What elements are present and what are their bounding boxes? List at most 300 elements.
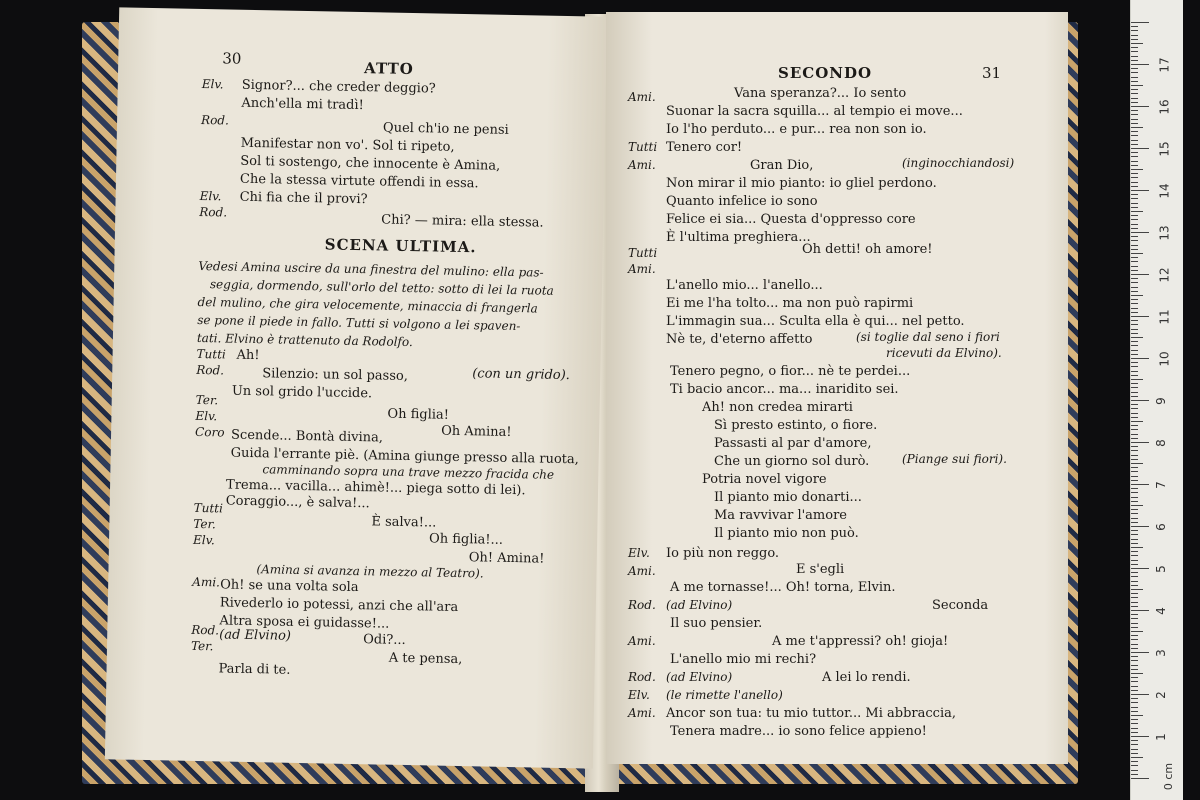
ruler-tick (1131, 715, 1143, 716)
speaker: Rod. (628, 598, 656, 612)
dialogue-line: Potria novel vigore (702, 472, 827, 487)
ruler-tick (1131, 530, 1138, 531)
ruler-tick (1131, 774, 1138, 775)
dialogue-line: Ma ravvivar l'amore (714, 508, 847, 523)
speaker: Ami. (628, 262, 656, 276)
ruler-tick (1131, 203, 1138, 204)
ruler-tick (1131, 459, 1138, 460)
dialogue-line: Coraggio..., è salva!... (225, 493, 370, 512)
running-head: ATTO (363, 59, 414, 79)
ruler-tick (1131, 135, 1138, 136)
ruler-tick (1131, 753, 1138, 754)
ruler-number: 4 (1153, 607, 1168, 615)
dialogue-line: Tenero cor! (666, 140, 743, 155)
ruler-tick (1131, 736, 1149, 737)
ruler-tick (1131, 455, 1138, 456)
ruler-tick (1131, 480, 1138, 481)
ruler-tick (1131, 144, 1138, 145)
ruler-tick (1131, 257, 1138, 258)
ruler-tick (1131, 350, 1138, 351)
dialogue-line: Ah! (236, 347, 260, 364)
speaker: Elv. (628, 546, 650, 560)
dialogue-line: Io più non reggo. (666, 546, 780, 561)
ruler-tick (1131, 593, 1138, 594)
ruler-tick (1131, 198, 1138, 199)
ruler-tick (1131, 60, 1138, 61)
ruler-tick (1131, 30, 1138, 31)
ruler-tick (1131, 719, 1138, 720)
dialogue-line: Guida l'errante piè. (Amina giunge presso alla ruota, (230, 445, 579, 468)
ruler-tick (1131, 362, 1138, 363)
ruler-tick (1131, 606, 1138, 607)
ruler-tick (1131, 392, 1138, 393)
ruler-tick (1131, 375, 1138, 376)
ruler-number: 9 (1153, 397, 1168, 405)
ruler-tick (1131, 320, 1138, 321)
ruler-tick (1131, 224, 1138, 225)
ruler-tick (1131, 564, 1138, 565)
speaker: Tutti (196, 346, 226, 362)
ruler-tick (1131, 358, 1149, 359)
page-number: 31 (982, 64, 1002, 82)
speaker: Elv. (201, 76, 224, 92)
ruler-tick (1131, 602, 1138, 603)
ruler-tick (1131, 295, 1143, 296)
dialogue-line: Seconda (932, 598, 989, 613)
ruler-tick (1131, 278, 1138, 279)
ruler-tick (1131, 429, 1138, 430)
ruler-unit: 0 cm (1162, 762, 1176, 791)
dialogue-line: Manifestar non vo'. Sol ti ripeto, (240, 135, 455, 155)
stage-direction: (inginocchiandosi) (902, 156, 1015, 170)
stage-direction: (le rimette l'anello) (666, 688, 783, 702)
ruler-number: 5 (1153, 565, 1168, 573)
dialogue-line: Anch'ella mi tradì! (241, 95, 364, 114)
dialogue-line: Nè te, d'eterno affetto (666, 332, 813, 347)
ruler-tick (1131, 22, 1149, 23)
ruler-number: 17 (1157, 57, 1172, 73)
ruler-tick (1131, 434, 1138, 435)
speaker: Ami. (192, 574, 221, 590)
stage-direction-line: Vedesi Amina uscire da una finestra del mulino: ella pas- (198, 258, 544, 280)
dialogue-line: Oh figlia! (387, 406, 450, 423)
ruler-tick (1131, 694, 1149, 695)
speaker: Ami. (628, 158, 656, 172)
ruler-tick (1131, 26, 1138, 27)
dialogue-line: A me tornasse!... Oh! torna, Elvin. (670, 580, 896, 595)
ruler-tick (1131, 165, 1138, 166)
dialogue-line: A te pensa, (388, 650, 463, 668)
ruler-tick (1131, 526, 1149, 527)
stage-direction: (Amina si avanza in mezzo al Teatro). (256, 562, 484, 581)
ruler-tick (1131, 576, 1138, 577)
dialogue-line: Suonar la sacra squilla... al tempio ei move... (666, 104, 963, 119)
dialogue-line: Ah! non credea mirarti (702, 400, 853, 415)
ruler-tick (1131, 421, 1143, 422)
dialogue-line: Signor?... che creder deggio? (241, 77, 436, 97)
ruler-tick (1131, 413, 1138, 414)
ruler-tick (1131, 610, 1149, 611)
ruler-tick (1131, 110, 1138, 111)
ruler-tick (1131, 35, 1138, 36)
dialogue-line: Il suo pensier. (670, 616, 763, 631)
speaker: Elv. (199, 188, 222, 204)
ruler-tick (1131, 253, 1143, 254)
ruler-tick (1131, 698, 1138, 699)
dialogue-line: Chi? — mira: ella stessa. (381, 212, 544, 231)
scene-heading: SCENA ULTIMA. (324, 235, 477, 257)
ruler-tick (1131, 190, 1149, 191)
dialogue-line: Felice ei sia... Questa d'oppresso core (666, 212, 916, 227)
dialogue-line: L'immagin sua... Sculta ella è qui... nel petto. (666, 314, 965, 329)
ruler-tick (1131, 690, 1138, 691)
dialogue-line: Quanto infelice io sono (666, 194, 818, 209)
ruler-tick (1131, 681, 1138, 682)
ruler-tick (1131, 589, 1143, 590)
ruler-tick (1131, 337, 1143, 338)
ruler-tick (1131, 627, 1138, 628)
ruler-tick (1131, 765, 1138, 766)
ruler-tick (1131, 98, 1138, 99)
ruler-tick (1131, 77, 1138, 78)
dialogue-line: Quel ch'io ne pensi (382, 120, 509, 138)
ruler-tick (1131, 282, 1138, 283)
stage-direction: ricevuti da Elvino). (886, 346, 1002, 360)
ruler-tick (1131, 186, 1138, 187)
ruler-tick (1131, 450, 1138, 451)
ruler-tick (1131, 644, 1138, 645)
dialogue-line: Che un giorno sol durò. (714, 454, 870, 469)
ruler-number: 16 (1157, 99, 1172, 115)
speaker: Tutti (628, 140, 658, 154)
ruler-tick (1131, 291, 1138, 292)
ruler-tick (1131, 669, 1138, 670)
right-page (606, 12, 1068, 764)
ruler-tick (1131, 89, 1138, 90)
speaker: Rod. (200, 112, 230, 128)
ruler-tick (1131, 329, 1138, 330)
stage-direction: (Piange sui fiori). (902, 452, 1007, 466)
ruler-tick (1131, 236, 1138, 237)
dialogue-line: Scende... Bontà divina, (230, 427, 384, 446)
ruler-tick (1131, 501, 1138, 502)
ruler-tick (1131, 568, 1149, 569)
ruler-tick (1131, 652, 1149, 653)
ruler-tick (1131, 522, 1138, 523)
ruler-tick (1131, 761, 1138, 762)
ruler-tick (1131, 463, 1143, 464)
ruler-tick (1131, 757, 1143, 758)
ruler-tick (1131, 749, 1138, 750)
dialogue-line: Sol ti sostengo, che innocente è Amina, (240, 153, 501, 174)
ruler-tick (1131, 148, 1149, 149)
ruler-tick (1131, 673, 1143, 674)
ruler-tick (1131, 177, 1138, 178)
ruler-tick (1131, 123, 1138, 124)
ruler-tick (1131, 345, 1138, 346)
speaker: Rod. (196, 362, 225, 378)
dialogue-line: Vana speranza?... Io sento (734, 86, 907, 101)
stage-direction: (ad Elvino) (666, 670, 733, 684)
speaker: Ter. (193, 516, 216, 532)
ruler-tick (1131, 631, 1143, 632)
dialogue-line: Non mirar il mio pianto: io gliel perdono. (666, 176, 937, 191)
ruler-tick (1131, 543, 1138, 544)
ruler-number: 15 (1157, 141, 1172, 157)
stage-direction: (con un grido). (472, 366, 571, 384)
dialogue-line: Oh! se una volta sola (220, 577, 359, 596)
ruler-tick (1131, 274, 1149, 275)
ruler-tick (1131, 639, 1138, 640)
ruler-tick (1131, 127, 1143, 128)
ruler-tick (1131, 316, 1149, 317)
ruler-tick (1131, 245, 1138, 246)
ruler-tick (1131, 371, 1138, 372)
ruler-tick (1131, 261, 1138, 262)
ruler-tick (1131, 366, 1138, 367)
dialogue-line: È l'ultima preghiera... (666, 230, 811, 245)
dialogue-line: Ti bacio ancor... ma... inaridito sei. (670, 382, 899, 397)
left-page (105, 7, 607, 768)
speaker: Tutti (628, 246, 658, 260)
dialogue-line: Silenzio: un sol passo, (262, 366, 409, 384)
ruler-tick (1131, 64, 1149, 65)
dialogue-line: Parla di te. (218, 661, 291, 678)
stage-direction-line: del mulino, che gira velocemente, minaccia di frangerla (197, 294, 538, 316)
stage-direction-line: seggia, dormendo, sull'orlo del tetto: sotto di lei la ruota (209, 277, 554, 298)
ruler-number: 1 (1153, 733, 1168, 741)
ruler-tick (1131, 81, 1138, 82)
ruler-tick (1131, 707, 1138, 708)
speaker: Elv. (195, 408, 218, 424)
ruler-tick (1131, 648, 1138, 649)
dialogue-line: Tenera madre... io sono felice appieno! (670, 724, 927, 739)
dialogue-line: A me t'appressi? oh! gioja! (772, 634, 949, 649)
ruler-tick (1131, 711, 1138, 712)
ruler-tick (1131, 618, 1138, 619)
ruler-tick (1131, 467, 1138, 468)
running-head: SECONDO (778, 64, 873, 82)
ruler-tick (1131, 476, 1138, 477)
ruler-number: 11 (1157, 309, 1172, 325)
ruler-tick (1131, 56, 1138, 57)
ruler-tick (1131, 312, 1138, 313)
ruler-number: 8 (1153, 439, 1168, 447)
ruler-number: 12 (1157, 267, 1172, 283)
ruler-tick (1131, 635, 1138, 636)
stage-direction: (ad Elvino) (219, 627, 292, 644)
ruler-tick (1131, 308, 1138, 309)
ruler-tick (1131, 446, 1138, 447)
dialogue-line: Ancor son tua: tu mio tuttor... Mi abbraccia, (666, 706, 956, 721)
ruler-tick (1131, 623, 1138, 624)
ruler-tick (1131, 106, 1149, 107)
ruler-tick (1131, 85, 1143, 86)
dialogue-line: E s'egli (796, 562, 845, 577)
dialogue-line: Il pianto mio non può. (714, 526, 859, 541)
ruler-tick (1131, 509, 1138, 510)
ruler-tick (1131, 438, 1138, 439)
dialogue-line: L'anello mio mi rechi? (670, 652, 817, 667)
ruler-tick (1131, 702, 1138, 703)
dialogue-line: Io l'ho perduto... e pur... rea non son io. (666, 122, 927, 137)
ruler-tick (1131, 156, 1138, 157)
dialogue-line: Trema... vacilla... ahimè!... piega sotto di lei). (225, 477, 526, 499)
ruler-tick (1131, 660, 1138, 661)
speaker: Ami. (628, 634, 656, 648)
ruler-tick (1131, 228, 1138, 229)
ruler-tick (1131, 173, 1138, 174)
ruler-tick (1131, 534, 1138, 535)
ruler-tick (1131, 723, 1138, 724)
speaker: Ami. (628, 90, 656, 104)
ruler-tick (1131, 597, 1138, 598)
ruler-tick (1131, 207, 1138, 208)
dialogue-line: Ei me l'ha tolto... ma non può rapirmi (666, 296, 914, 311)
ruler-tick (1131, 778, 1149, 779)
ruler-number: 3 (1153, 649, 1168, 657)
dialogue-line: Rivederlo io potessi, anzi che all'ara (219, 595, 459, 616)
ruler-tick (1131, 161, 1138, 162)
stage-direction: (si toglie dal seno i fiori (856, 330, 1000, 344)
dialogue-line: Gran Dio, (750, 158, 814, 173)
ruler-tick (1131, 513, 1138, 514)
ruler-number: 7 (1153, 481, 1168, 489)
ruler-tick (1131, 93, 1138, 94)
ruler-tick (1131, 266, 1138, 267)
dialogue-line: A lei lo rendi. (822, 670, 911, 685)
ruler-number: 10 (1157, 351, 1172, 367)
speaker: Tutti (193, 500, 224, 516)
ruler-tick (1131, 492, 1138, 493)
ruler-tick (1131, 400, 1149, 401)
speaker: Rod. (191, 622, 220, 638)
stage-direction-line: camminando sopra una trave mezzo fracida che (262, 462, 555, 482)
stage-direction-line: tati. Elvino è trattenuto da Rodolfo. (196, 330, 413, 350)
ruler-tick (1131, 744, 1138, 745)
ruler-tick (1131, 656, 1138, 657)
speaker: Ter. (190, 638, 214, 654)
ruler-tick (1131, 39, 1138, 40)
ruler-tick (1131, 215, 1138, 216)
ruler-tick (1131, 585, 1138, 586)
dialogue-line: Oh detti! oh amore! (802, 242, 933, 257)
ruler-tick (1131, 270, 1138, 271)
speaker: Ami. (628, 706, 656, 720)
ruler-tick (1131, 211, 1143, 212)
ruler-tick (1131, 497, 1138, 498)
dialogue-line: Tenero pegno, o fior... nè te perdei... (670, 364, 911, 379)
ruler-tick (1131, 68, 1138, 69)
ruler-tick (1131, 505, 1143, 506)
ruler-tick (1131, 417, 1138, 418)
ruler-tick (1131, 484, 1149, 485)
ruler-number: 2 (1153, 691, 1168, 699)
ruler-tick (1131, 442, 1149, 443)
ruler-tick (1131, 182, 1138, 183)
measurement-ruler (1130, 0, 1183, 800)
ruler-tick (1131, 51, 1138, 52)
speaker: Rod. (628, 670, 656, 684)
ruler-tick (1131, 471, 1138, 472)
dialogue-line: Il pianto mio donarti... (714, 490, 862, 505)
ruler-tick (1131, 770, 1138, 771)
speaker: Rod. (199, 204, 228, 220)
page-number: 30 (222, 49, 242, 68)
ruler-number: 13 (1157, 225, 1172, 241)
ruler-tick (1131, 387, 1138, 388)
ruler-tick (1131, 232, 1149, 233)
ruler-tick (1131, 572, 1138, 573)
ruler-tick (1131, 114, 1138, 115)
ruler-tick (1131, 333, 1138, 334)
ruler-tick (1131, 408, 1138, 409)
dialogue-line: Chi fia che il provi? (239, 189, 368, 208)
ruler-tick (1131, 488, 1138, 489)
ruler-tick (1131, 194, 1138, 195)
ruler-tick (1131, 102, 1138, 103)
ruler-tick (1131, 119, 1138, 120)
ruler-tick (1131, 379, 1143, 380)
ruler-tick (1131, 551, 1138, 552)
dialogue-line: Odi?... (363, 632, 406, 648)
speaker: Elv. (192, 532, 215, 548)
ruler-tick (1131, 539, 1138, 540)
dialogue-line: Sì presto estinto, o fiore. (714, 418, 878, 433)
ruler-tick (1131, 560, 1138, 561)
ruler-tick (1131, 240, 1138, 241)
dialogue-line: Passasti al par d'amore, (714, 436, 872, 451)
ruler-tick (1131, 47, 1138, 48)
ruler-tick (1131, 677, 1138, 678)
ruler-tick (1131, 728, 1138, 729)
ruler-tick (1131, 404, 1138, 405)
ruler-tick (1131, 396, 1138, 397)
ruler-tick (1131, 303, 1138, 304)
ruler-tick (1131, 140, 1138, 141)
ruler-tick (1131, 43, 1143, 44)
ruler-tick (1131, 299, 1138, 300)
dialogue-line: Oh Amina! (441, 423, 512, 440)
ruler-tick (1131, 665, 1138, 666)
speaker: Ter. (195, 392, 219, 408)
ruler-number: 6 (1153, 523, 1168, 531)
ruler-tick (1131, 518, 1138, 519)
ruler-number: 14 (1157, 183, 1172, 199)
speaker: Ami. (628, 564, 656, 578)
ruler-tick (1131, 686, 1138, 687)
ruler-tick (1131, 732, 1138, 733)
ruler-tick (1131, 341, 1138, 342)
ruler-tick (1131, 131, 1138, 132)
ruler-tick (1131, 219, 1138, 220)
ruler-tick (1131, 169, 1143, 170)
speaker: Elv. (628, 688, 650, 702)
speaker: Coro (194, 424, 225, 440)
ruler-tick (1131, 324, 1138, 325)
ruler-tick (1131, 287, 1138, 288)
dialogue-line: Che la stessa virtute offendi in essa. (239, 171, 479, 192)
stage-direction-line: se pone il piede in fallo. Tutti si volgono a lei spaven- (197, 312, 521, 334)
dialogue-line: Altra sposa ei guidasse!... (219, 613, 390, 632)
ruler-tick (1131, 152, 1138, 153)
dialogue-line: Un sol grido l'uccide. (231, 383, 373, 402)
dialogue-line: È salva!... (371, 514, 437, 531)
dialogue-line: L'anello mio... l'anello... (666, 278, 823, 293)
ruler-tick (1131, 740, 1138, 741)
dialogue-line: Oh figlia!... (428, 531, 504, 548)
ruler-tick (1131, 72, 1138, 73)
